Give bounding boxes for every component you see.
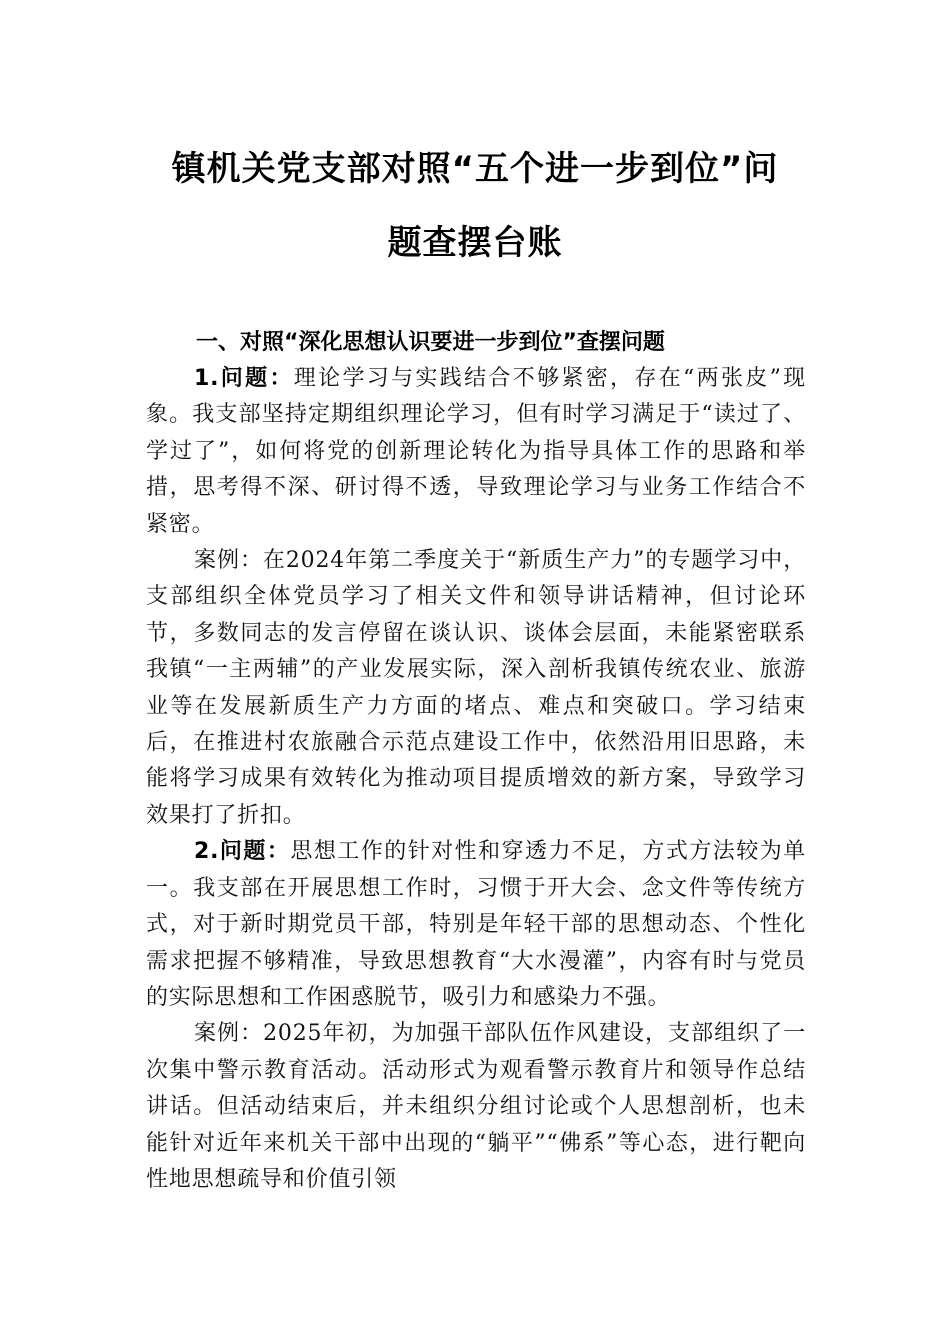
problem-label-2: 2.问题： [194, 839, 291, 865]
document-title-line-2: 题查摆台账 [387, 223, 563, 263]
case-paragraph-2: 案例：2025年初，为加强干部队伍作风建设，支部组织了一次集中警示教育活动。活动形式为观看警示教育片和领导作总结讲话。但活动结束后，并未组织分组讨论或个人思想剖析，也未能针对近年来机关干部中出现的“躺平”“佛系”等心态，进行靶向性地思想疏导和价值引领 [146, 1021, 806, 1192]
document-title-line-1: 镇机关党支部对照“五个进一步到位”问 [171, 149, 779, 189]
document-body [146, 325, 806, 1198]
problem-text-2: 思想工作的针对性和穿透力不足，方式方法较为单一。我支部在开展思想工作时，习惯于开大会、念文件等传统方式，对于新时期党员干部，特别是年轻干部的思想动态、个性化需求把握不够精准，导致思想教育“大水漫灌”，内容有时与党员的实际思想和工作困惑脱节，吸引力和感染力不强。 [146, 839, 806, 1010]
case-paragraph-1: 案例：在2024年第二季度关于“新质生产力”的专题学习中，支部组织全体党员学习了相关文件和领导讲话精神，但讨论环节，多数同志的发言停留在谈认识、谈体会层面，未能紧密联系我镇“一主两辅”的产业发展实际，深入剖析我镇传统农业、旅游业等在发展新质生产力方面的堵点、难点和突破口。学习结束后，在推进村农旅融合示范点建设工作中，依然沿用旧思路，未能将学习成果有效转化为推动项目提质增效的新方案，导致学习效果打了折扣。 [146, 548, 806, 828]
problem-label-1: 1.问题： [194, 366, 294, 391]
problem-paragraph-2 [146, 834, 806, 1016]
section-heading: 一、对照“深化思想认识要进一步到位”查摆问题 [196, 330, 665, 355]
problem-text-1: 理论学习与实践结合不够紧密，存在“两张皮”现象。我支部坚持定期组织理论学习，但有时学习满足于“读过了、学过了”，如何将党的创新理论转化为指导具体工作的思路和举措，思考得不深、研讨得不透，导致理论学习与业务工作结合不紧密。 [146, 366, 806, 537]
problem-paragraph-1 [146, 361, 806, 543]
document-title [150, 132, 800, 280]
